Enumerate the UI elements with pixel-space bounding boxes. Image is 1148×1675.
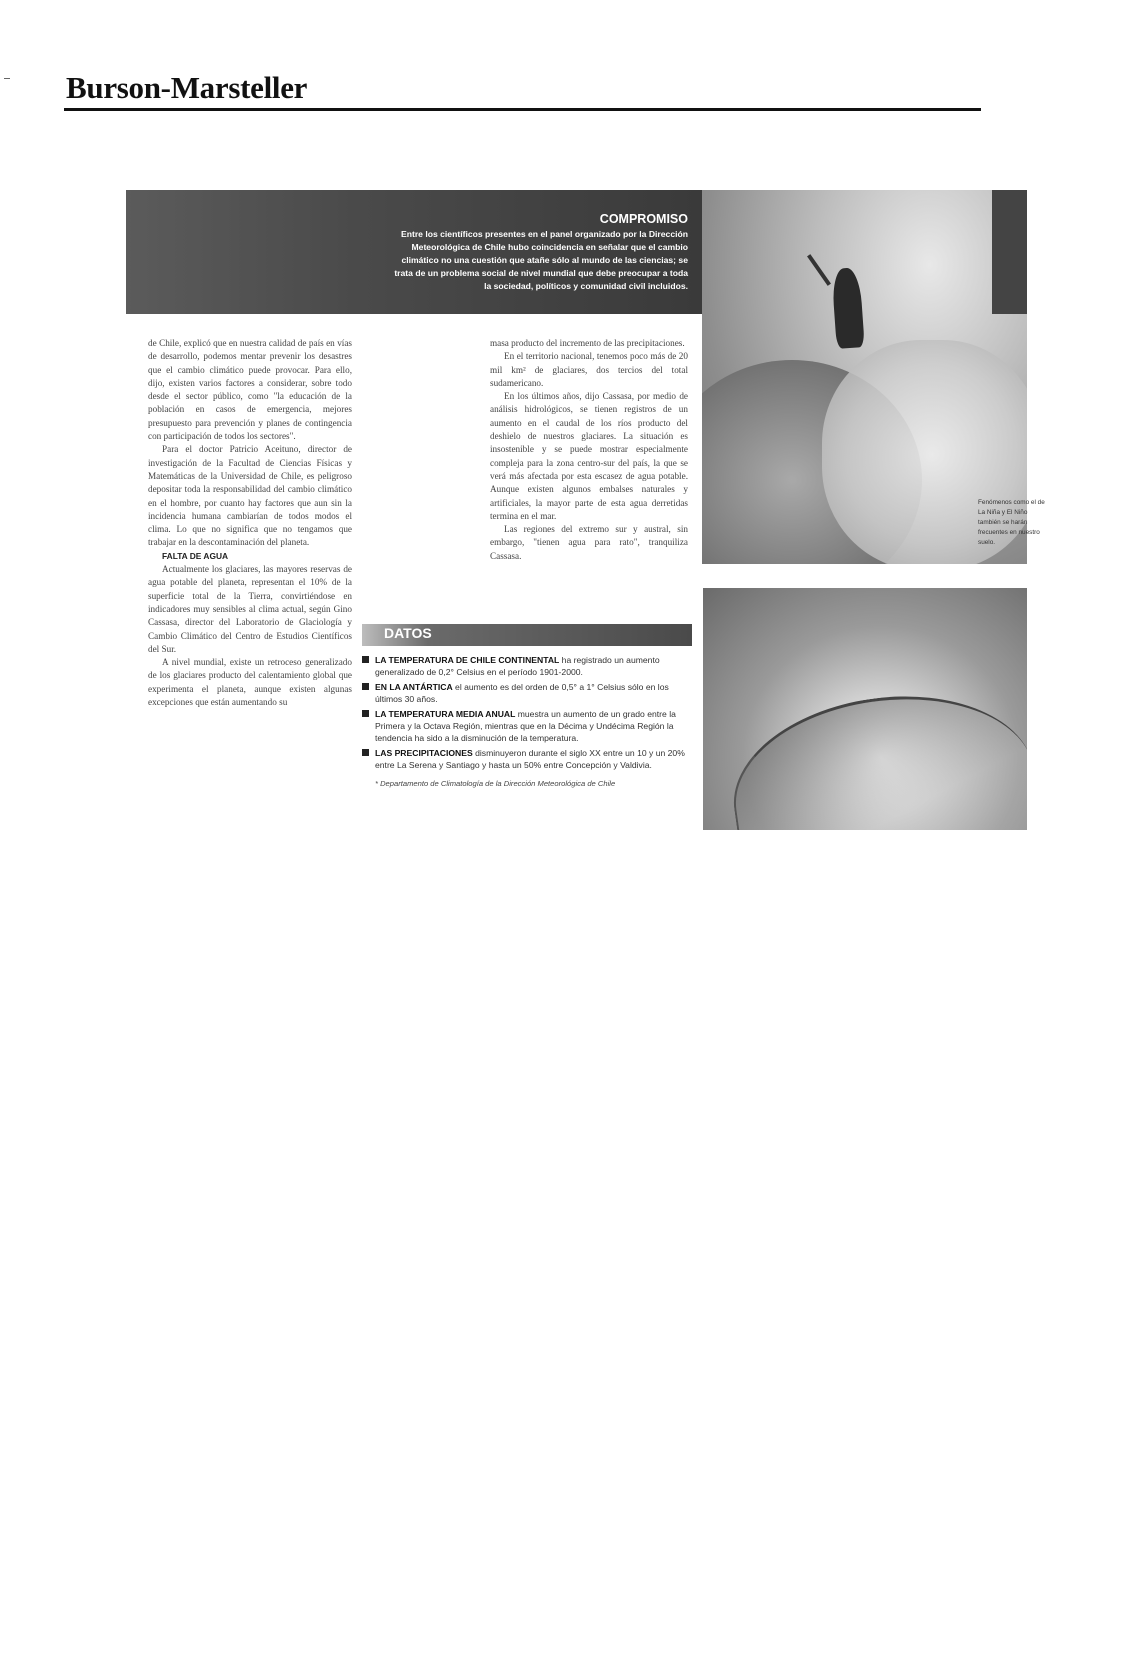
article-column-2	[490, 337, 688, 563]
square-bullet-icon	[362, 656, 369, 663]
datos-box	[362, 624, 692, 788]
photo-dark-bar	[992, 190, 1027, 314]
datos-item	[362, 681, 692, 705]
square-bullet-icon	[362, 710, 369, 717]
masthead-rule	[64, 108, 981, 111]
datos-header	[362, 624, 692, 646]
datos-item-lead: EN LA ANTÁRTICA	[375, 682, 453, 692]
photo-umbrella-rain	[703, 588, 1027, 830]
paragraph: Para el doctor Patricio Aceituno, director de investigación de la Facultad de Ciencias Físicas y Matemáticas de la Universidad de Chile, es peligroso depositar toda la responsabilidad del cambio climático en el hombre, por cuanto hay factores que aun sin la incidencia humana cambiarían de todos modos el clima. Lo que no significa que no tengamos que trabajar en la descontaminación del planeta.	[148, 444, 352, 548]
datos-footnote: * Departamento de Climatología de la Dirección Meteorológica de Chile	[375, 779, 616, 788]
photo-figure-arm	[807, 254, 831, 286]
datos-item-lead: LA TEMPERATURA MEDIA ANUAL	[375, 709, 516, 719]
datos-item-text: disminuyeron durante el siglo XX entre un 10 y un 20% entre La Serena y Santiago y hasta un 50% entre Concepción y Valdivia.	[375, 748, 685, 770]
paragraph: Las regiones del extremo sur y austral, sin embargo, "tienen agua para rato", tranquiliza Cassasa.	[490, 524, 688, 561]
paragraph: de Chile, explicó que en nuestra calidad de país en vías de desarrollo, podemos mentar prevenir los desastres que el cambio climático puede provocar. Para ello, dijo, existen varios factores a considerar, sobre todo desde el sector público, como "la educación de la población en casos de emergencia, mejores presupuesto para prevención y planes de contingencia con participación de todos los sectores".	[148, 338, 352, 442]
banner-text-block	[388, 212, 688, 293]
photo-caption: Fenómenos como el de La Niña y El Niño también se harán frecuentes en nuestro suelo.	[978, 499, 1045, 546]
section-subhead: FALTA DE AGUA	[162, 550, 229, 561]
photo-umbrella-shape	[722, 678, 1027, 830]
datos-item-lead: LAS PRECIPITACIONES	[375, 748, 473, 758]
datos-item-text: muestra un aumento de un grado entre la Primera y la Octava Región, mientras que en la Décima y Undécima Región la tendencia ha sido a la disminución de la temperatura.	[375, 709, 676, 743]
datos-item	[362, 708, 692, 744]
article-column-1	[148, 337, 352, 709]
banner-body: Entre los científicos presentes en el panel organizado por la Dirección Meteorológica de Chile hubo coincidencia en señalar que el cambio climático no una cuestión que atañe sólo al mundo de las ciencias; se trata de un problema social de nivel mundial que debe preocupar a toda la sociedad, políticos y comunidad civil incluidos.	[394, 229, 688, 291]
paragraph: En los últimos años, dijo Cassasa, por medio de análisis hidrológicos, se tienen registros de un aumento en el caudal de los ríos producto del deshielo de nuestros glaciares. La situación es insostenible y se puede mostrar especialmente compleja para la zona centro-sur del país, la que se verá más afectada por esta escasez de agua potable. Aunque existen algunos embalses naturales y artificiales, la mayor parte de esta agua derretidas termina en el mar.	[490, 391, 688, 521]
datos-item-text: el aumento es del orden de 0,5° a 1° Celsius sólo en los últimos 30 años.	[375, 682, 669, 704]
paragraph: A nivel mundial, existe un retroceso generalizado de los glaciares producto del calentamiento global que experimenta el planeta, aunque existen algunas excepciones que están aumentando su	[148, 657, 352, 708]
datos-item-text: ha registrado un aumento generalizado de 0,2° Celsius en el período 1901-2000.	[375, 655, 660, 677]
datos-title: DATOS	[384, 625, 432, 641]
paragraph: masa producto del incremento de las precipitaciones.	[490, 338, 685, 348]
datos-list	[362, 654, 692, 771]
photo-figure	[831, 267, 865, 349]
banner-title: COMPROMISO	[599, 212, 688, 226]
datos-item	[362, 747, 692, 771]
paragraph: Actualmente los glaciares, las mayores reservas de agua potable del planeta, representan el 10% de la superficie total de la Tierra, convirtiéndose en indicadores muy sensibles al clima actual, según Gino Cassasa, director del Laboratorio de Glaciología y Cambio Climático del Centro de Estudios Científicos del Sur.	[148, 564, 352, 654]
datos-item-lead: LA TEMPERATURA DE CHILE CONTINENTAL	[375, 655, 560, 665]
scan-mark	[4, 78, 10, 79]
masthead-logo: Burson-Marsteller	[66, 70, 308, 105]
datos-item	[362, 654, 692, 678]
square-bullet-icon	[362, 683, 369, 690]
paragraph: En el territorio nacional, tenemos poco más de 20 mil km² de glaciares, dos tercios del total sudamericano.	[490, 351, 688, 388]
square-bullet-icon	[362, 749, 369, 756]
compromiso-banner	[126, 190, 702, 314]
